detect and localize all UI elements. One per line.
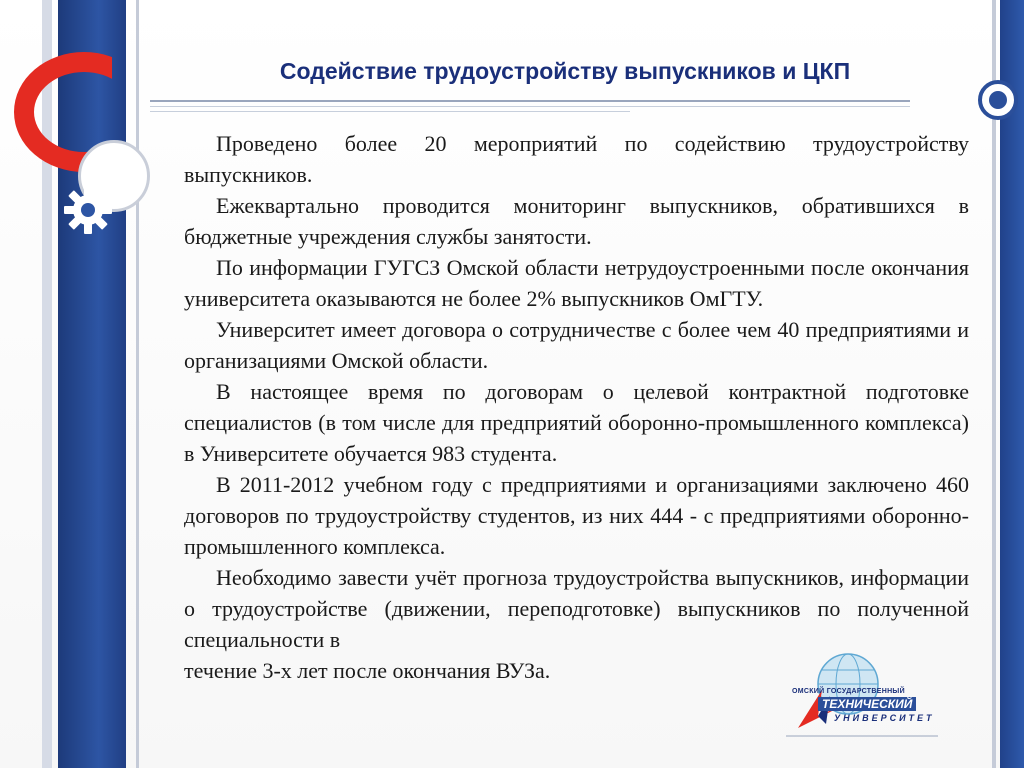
gear-icon (60, 182, 116, 238)
paragraph: По информации ГУГСЗ Омской области нетрудоустроенными после окончания университета оказываются не более 2% выпускников ОмГТУ. (184, 255, 969, 311)
logo-line-1: ОМСКИЙ ГОСУДАРСТВЕННЫЙ (792, 688, 905, 695)
paragraph: Университет имеет договора о сотрудничестве с более чем 40 предприятиями и организациями Омской области. (184, 317, 969, 373)
paragraph: В 2011-2012 учебном году с предприятиями и организациями заключено 460 договоров по трудоустройству студентов, из них 444 - с предприятиями оборонно-промышленного комплекса. (184, 472, 969, 559)
university-logo (778, 650, 948, 740)
left-thin-line (136, 0, 139, 768)
slide-title: Содействие трудоустройству выпускников и ЦКП (279, 58, 851, 84)
paragraph-last-line: течение 3-х лет после окончания ВУЗа. (184, 658, 551, 683)
logo-line-2: ТЕХНИЧЕСКИЙ (818, 697, 916, 711)
logo-globe-icon (778, 650, 948, 740)
paragraph: В настоящее время по договорам о целевой контрактной подготовке специалистов (в том числе для предприятий оборонно-промышленного комплекса) в Университете обучается 983 студента. (184, 379, 969, 466)
paragraph: Необходимо завести учёт прогноза трудоустройства выпускников, информации о трудоустройстве (движении, переподготовке) выпускников по полученной специальности в (184, 565, 969, 652)
slide-body (184, 128, 969, 686)
paragraph: Проведено более 20 мероприятий по содействию трудоустройству выпускников. (184, 131, 969, 187)
title-rule-short (150, 111, 630, 112)
title-rule (150, 100, 910, 102)
logo-line-3: УНИВЕРСИТЕТ (834, 713, 935, 723)
right-circle-decoration (978, 80, 1018, 120)
title-rule-thin (150, 106, 910, 107)
paragraph: Ежеквартально проводится мониторинг выпускников, обратившихся в бюджетные учреждения службы занятости. (184, 193, 969, 249)
